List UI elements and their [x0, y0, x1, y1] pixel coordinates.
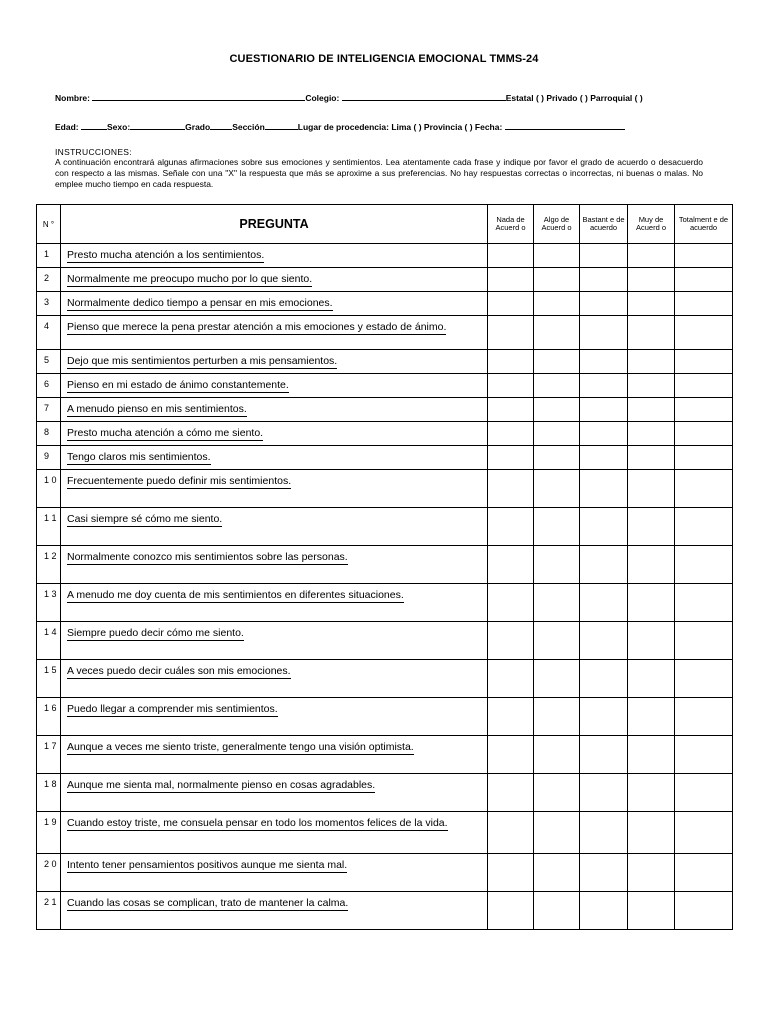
answer-cell[interactable]: [534, 398, 580, 422]
question-row: [37, 892, 733, 930]
question-text-cell: [61, 660, 488, 698]
question-text-cell: [61, 350, 488, 374]
answer-cell[interactable]: [534, 546, 580, 584]
answer-cell[interactable]: [675, 292, 733, 316]
answer-cell[interactable]: [534, 268, 580, 292]
answer-cell[interactable]: [580, 736, 628, 774]
answer-cell[interactable]: [628, 446, 675, 470]
answer-cell[interactable]: [628, 422, 675, 446]
answer-cell[interactable]: [628, 660, 675, 698]
question-text-cell: [61, 622, 488, 660]
answer-cell[interactable]: [534, 812, 580, 854]
answer-cell[interactable]: [534, 698, 580, 736]
grado-field[interactable]: [210, 121, 232, 130]
question-text: Intento tener pensamientos positivos aunque me sienta mal.: [67, 859, 348, 871]
answer-cell[interactable]: [580, 470, 628, 508]
sexo-label: Sexo:: [107, 122, 131, 132]
answer-cell[interactable]: [488, 812, 534, 854]
fecha-field[interactable]: [505, 121, 625, 130]
question-text-cell: [61, 446, 488, 470]
answer-cell[interactable]: [534, 422, 580, 446]
question-text-cell: [61, 584, 488, 622]
answer-cell[interactable]: [675, 244, 733, 268]
answer-cell[interactable]: [675, 446, 733, 470]
edad-field[interactable]: [81, 121, 107, 130]
question-text: Puedo llegar a comprender mis sentimientos.: [67, 703, 278, 715]
question-row: [37, 268, 733, 292]
answer-cell[interactable]: [488, 470, 534, 508]
question-text: Cuando estoy triste, me consuela pensar en todo los momentos felices de la vida.: [67, 817, 448, 829]
answer-cell[interactable]: [488, 398, 534, 422]
answer-cell[interactable]: [675, 470, 733, 508]
question-number: 1 9: [37, 812, 61, 854]
answer-cell[interactable]: [628, 268, 675, 292]
grado-label: Grado: [185, 122, 211, 132]
answer-cell[interactable]: [628, 350, 675, 374]
seccion-label: Sección: [232, 122, 265, 132]
instructions-heading: INSTRUCCIONES:: [55, 147, 132, 157]
answer-cell[interactable]: [675, 736, 733, 774]
answer-cell[interactable]: [580, 350, 628, 374]
question-number: 1 6: [37, 698, 61, 736]
question-row: [37, 244, 733, 268]
question-text-cell: [61, 546, 488, 584]
question-row: [37, 292, 733, 316]
answer-cell[interactable]: [628, 736, 675, 774]
answer-cell[interactable]: [488, 584, 534, 622]
sexo-field[interactable]: [130, 121, 185, 130]
question-text: Cuando las cosas se complican, trato de mantener la calma.: [67, 897, 349, 909]
answer-cell[interactable]: [675, 398, 733, 422]
question-number: 1 8: [37, 774, 61, 812]
answer-cell[interactable]: [675, 374, 733, 398]
answer-cell[interactable]: [628, 316, 675, 350]
answer-cell[interactable]: [488, 374, 534, 398]
answer-cell[interactable]: [488, 350, 534, 374]
answer-cell[interactable]: [488, 660, 534, 698]
question-text: Tengo claros mis sentimientos.: [67, 451, 211, 463]
question-row: [37, 812, 733, 854]
answer-cell[interactable]: [675, 350, 733, 374]
header-option-nada: Nada de Acuerd o: [488, 205, 534, 244]
answer-cell[interactable]: [534, 292, 580, 316]
question-text-cell: [61, 892, 488, 930]
answer-cell[interactable]: [675, 622, 733, 660]
answer-cell[interactable]: [488, 698, 534, 736]
answer-cell[interactable]: [488, 422, 534, 446]
lugar-fecha-label: Lugar de procedencia: Lima ( ) Provincia ( ) Fecha:: [297, 122, 503, 132]
question-text-cell: [61, 316, 488, 350]
question-text-cell: [61, 244, 488, 268]
answer-cell[interactable]: [534, 892, 580, 930]
answer-cell[interactable]: [534, 316, 580, 350]
edad-label: Edad:: [55, 122, 79, 132]
answer-cell[interactable]: [488, 774, 534, 812]
answer-cell[interactable]: [488, 316, 534, 350]
question-number: 1 1: [37, 508, 61, 546]
question-number: 1 3: [37, 584, 61, 622]
question-text: A veces puedo decir cuáles son mis emociones.: [67, 665, 291, 677]
question-row: [37, 660, 733, 698]
answer-cell[interactable]: [534, 244, 580, 268]
question-number: 2 0: [37, 854, 61, 892]
tipo-colegio-options[interactable]: Estatal ( ) Privado ( ) Parroquial ( ): [505, 93, 643, 103]
question-text-cell: [61, 774, 488, 812]
answer-cell[interactable]: [580, 892, 628, 930]
answer-cell[interactable]: [534, 584, 580, 622]
answer-cell[interactable]: [675, 422, 733, 446]
answer-cell[interactable]: [488, 244, 534, 268]
answer-cell[interactable]: [675, 774, 733, 812]
answer-cell[interactable]: [675, 268, 733, 292]
question-text-cell: [61, 374, 488, 398]
header-option-algo: Algo de Acuerd o: [534, 205, 580, 244]
question-number: 1 4: [37, 622, 61, 660]
answer-cell[interactable]: [675, 508, 733, 546]
answer-cell[interactable]: [675, 316, 733, 350]
answer-cell[interactable]: [675, 812, 733, 854]
question-text: Pienso en mi estado de ánimo constantemente.: [67, 379, 289, 391]
answer-cell[interactable]: [580, 374, 628, 398]
answer-cell[interactable]: [580, 508, 628, 546]
document-title: CUESTIONARIO DE INTELIGENCIA EMOCIONAL TMMS-24: [229, 53, 539, 65]
question-text-cell: [61, 268, 488, 292]
question-number: 2: [37, 268, 61, 292]
question-text: Normalmente me preocupo mucho por lo que siento.: [67, 273, 313, 285]
table-header-row: [37, 205, 733, 244]
nombre-label: Nombre:: [55, 93, 90, 103]
question-number: 3: [37, 292, 61, 316]
answer-cell[interactable]: [580, 622, 628, 660]
question-text: Casi siempre sé cómo me siento.: [67, 513, 223, 525]
answer-cell[interactable]: [628, 470, 675, 508]
form-line-1: [55, 92, 643, 103]
answer-cell[interactable]: [580, 584, 628, 622]
question-row: [37, 470, 733, 508]
answer-cell[interactable]: [534, 508, 580, 546]
answer-cell[interactable]: [488, 292, 534, 316]
colegio-label: Colegio:: [305, 93, 340, 103]
answer-cell[interactable]: [628, 812, 675, 854]
answer-cell[interactable]: [488, 622, 534, 660]
answer-cell[interactable]: [580, 446, 628, 470]
questions-body: [37, 244, 733, 930]
question-number: 4: [37, 316, 61, 350]
colegio-field[interactable]: [342, 92, 506, 101]
answer-cell[interactable]: [675, 892, 733, 930]
answer-cell[interactable]: [534, 446, 580, 470]
answer-cell[interactable]: [534, 350, 580, 374]
question-row: [37, 774, 733, 812]
question-text: Pienso que merece la pena prestar atención a mis emociones y estado de ánimo.: [67, 321, 447, 333]
question-text-cell: [61, 470, 488, 508]
answer-cell[interactable]: [580, 398, 628, 422]
question-text-cell: [61, 508, 488, 546]
form-line-2: [55, 121, 625, 132]
answer-cell[interactable]: [580, 292, 628, 316]
answer-cell[interactable]: [628, 774, 675, 812]
answer-cell[interactable]: [580, 812, 628, 854]
answer-cell[interactable]: [628, 892, 675, 930]
question-row: [37, 374, 733, 398]
answer-cell[interactable]: [628, 508, 675, 546]
answer-cell[interactable]: [488, 854, 534, 892]
question-number: 2 1: [37, 892, 61, 930]
answer-cell[interactable]: [675, 584, 733, 622]
question-row: [37, 622, 733, 660]
question-number: 7: [37, 398, 61, 422]
question-text-cell: [61, 422, 488, 446]
answer-cell[interactable]: [488, 508, 534, 546]
question-row: [37, 350, 733, 374]
answer-cell[interactable]: [580, 854, 628, 892]
answer-cell[interactable]: [580, 698, 628, 736]
question-text-cell: [61, 812, 488, 854]
question-row: [37, 854, 733, 892]
answer-cell[interactable]: [534, 470, 580, 508]
question-number: 1 2: [37, 546, 61, 584]
question-text: A menudo me doy cuenta de mis sentimientos en diferentes situaciones.: [67, 589, 404, 601]
answer-cell[interactable]: [534, 774, 580, 812]
answer-cell[interactable]: [534, 736, 580, 774]
answer-cell[interactable]: [580, 660, 628, 698]
question-text: Aunque a veces me siento triste, generalmente tengo una visión optimista.: [67, 741, 414, 753]
question-row: [37, 508, 733, 546]
question-row: [37, 546, 733, 584]
answer-cell[interactable]: [628, 292, 675, 316]
question-number: 9: [37, 446, 61, 470]
answer-cell[interactable]: [628, 546, 675, 584]
question-row: [37, 398, 733, 422]
question-text-cell: [61, 854, 488, 892]
answer-cell[interactable]: [675, 698, 733, 736]
question-text: Siempre puedo decir cómo me siento.: [67, 627, 244, 639]
answer-cell[interactable]: [628, 398, 675, 422]
question-text: A menudo pienso en mis sentimientos.: [67, 403, 247, 415]
question-number: 8: [37, 422, 61, 446]
answer-cell[interactable]: [580, 244, 628, 268]
question-number: 1: [37, 244, 61, 268]
answer-cell[interactable]: [488, 546, 534, 584]
question-text: Dejo que mis sentimientos perturben a mis pensamientos.: [67, 355, 338, 367]
answer-cell[interactable]: [580, 268, 628, 292]
header-pregunta: PREGUNTA: [61, 205, 488, 244]
answer-cell[interactable]: [628, 698, 675, 736]
answer-cell[interactable]: [628, 584, 675, 622]
answer-cell[interactable]: [628, 244, 675, 268]
question-number: 1 0: [37, 470, 61, 508]
question-text: Frecuentemente puedo definir mis sentimientos.: [67, 475, 292, 487]
answer-cell[interactable]: [580, 422, 628, 446]
answer-cell[interactable]: [534, 854, 580, 892]
question-text: Presto mucha atención a cómo me siento.: [67, 427, 264, 439]
answer-cell[interactable]: [488, 892, 534, 930]
question-row: [37, 422, 733, 446]
question-row: [37, 446, 733, 470]
header-option-muy: Muy de Acuerd o: [628, 205, 675, 244]
answer-cell[interactable]: [628, 854, 675, 892]
question-text: Normalmente dedico tiempo a pensar en mis emociones.: [67, 297, 333, 309]
question-number: 1 5: [37, 660, 61, 698]
questions-table: [36, 204, 733, 930]
answer-cell[interactable]: [488, 446, 534, 470]
instructions-text: A continuación encontrará algunas afirmaciones sobre sus emociones y sentimientos. Lea atentamente cada frase y indique por favor el grado de acuerdo o desacuerdo con respecto a las mismas. Señale con una "X" la respuesta que más se aproxime a sus preferencias. No hay respuestas correctas o incorrectas, ni buenas o malas. No emplee mucho tiempo en cada respuesta.: [55, 157, 703, 189]
question-text: Normalmente conozco mis sentimientos sobre las personas.: [67, 551, 348, 563]
question-row: [37, 736, 733, 774]
answer-cell[interactable]: [580, 774, 628, 812]
header-num: N °: [37, 205, 61, 244]
answer-cell[interactable]: [580, 546, 628, 584]
answer-cell[interactable]: [675, 546, 733, 584]
question-text: Presto mucha atención a los sentimientos.: [67, 249, 265, 261]
answer-cell[interactable]: [534, 660, 580, 698]
answer-cell[interactable]: [488, 268, 534, 292]
question-row: [37, 316, 733, 350]
nombre-field[interactable]: [92, 92, 305, 101]
answer-cell[interactable]: [675, 854, 733, 892]
question-text: Aunque me sienta mal, normalmente pienso en cosas agradables.: [67, 779, 376, 791]
question-number: 1 7: [37, 736, 61, 774]
question-number: 6: [37, 374, 61, 398]
seccion-field[interactable]: [265, 121, 298, 130]
answer-cell[interactable]: [488, 736, 534, 774]
header-option-totalmente: Totalment e de acuerdo: [675, 205, 733, 244]
answer-cell[interactable]: [580, 316, 628, 350]
question-row: [37, 584, 733, 622]
header-option-bastante: Bastant e de acuerdo: [580, 205, 628, 244]
answer-cell[interactable]: [628, 622, 675, 660]
answer-cell[interactable]: [534, 374, 580, 398]
question-text-cell: [61, 736, 488, 774]
answer-cell[interactable]: [628, 374, 675, 398]
question-number: 5: [37, 350, 61, 374]
answer-cell[interactable]: [675, 660, 733, 698]
question-row: [37, 698, 733, 736]
question-text-cell: [61, 398, 488, 422]
question-text-cell: [61, 292, 488, 316]
question-text-cell: [61, 698, 488, 736]
answer-cell[interactable]: [534, 622, 580, 660]
